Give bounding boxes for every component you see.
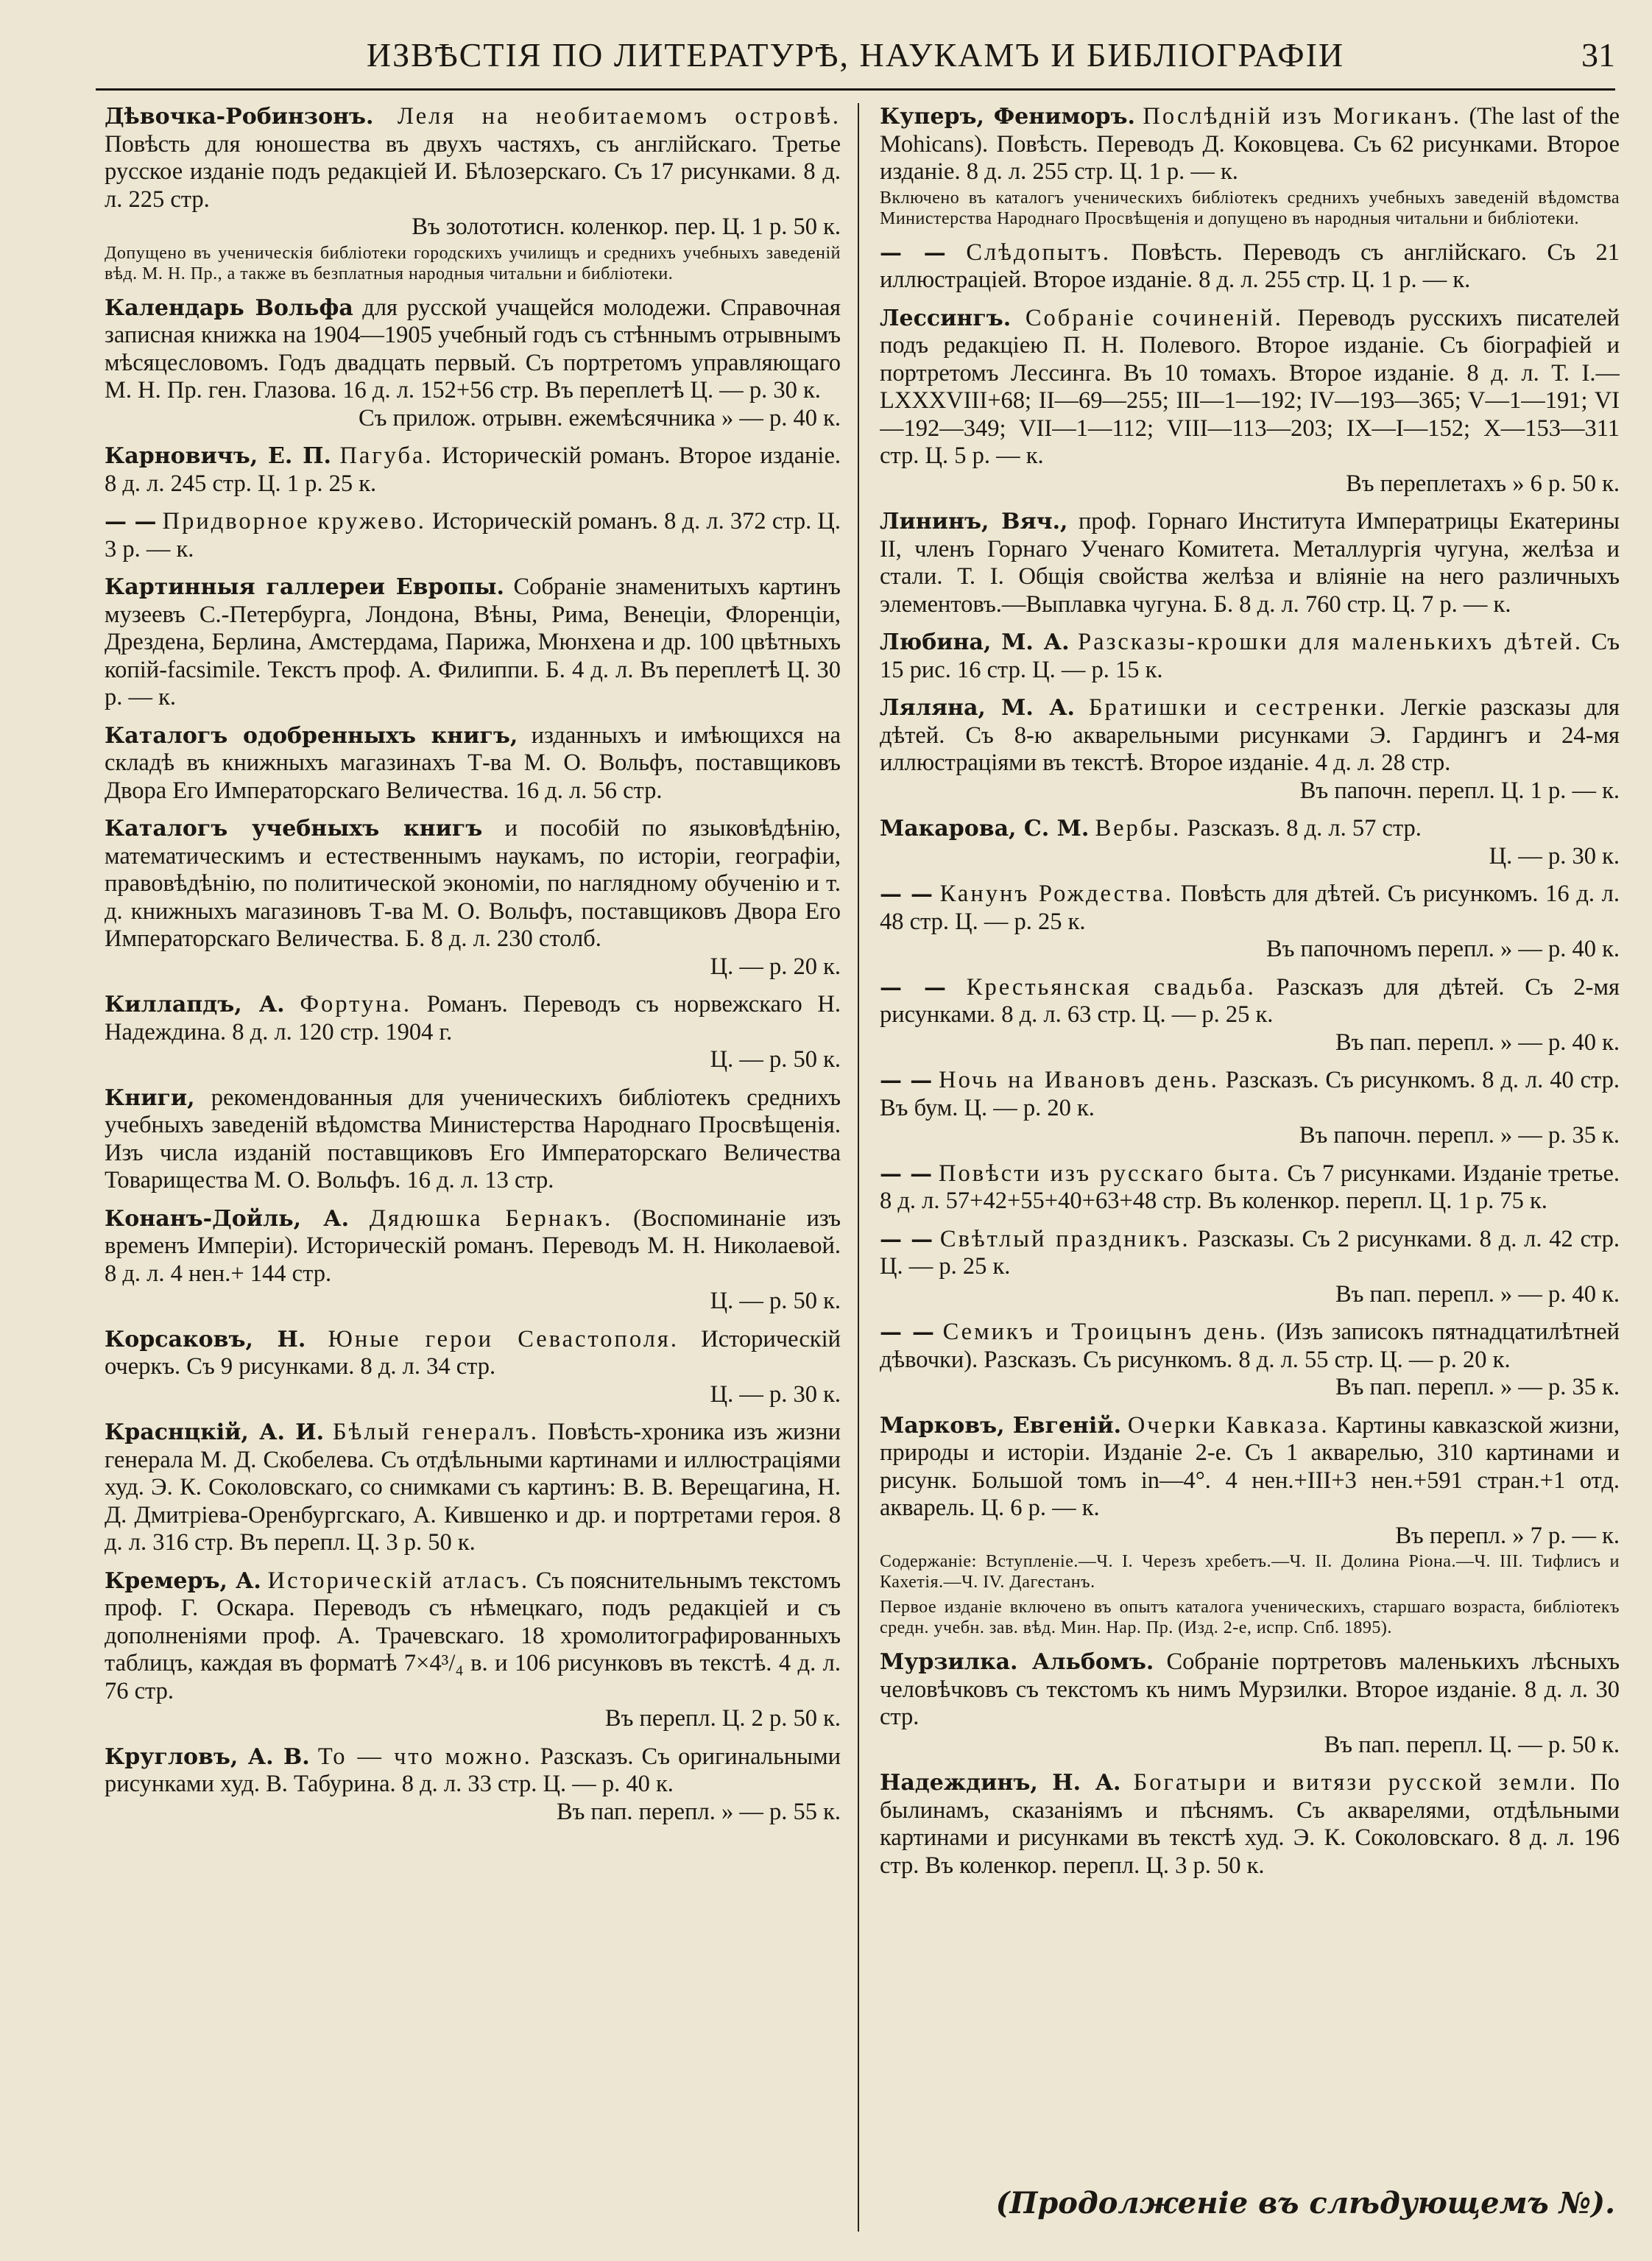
entry-title: Юные герои Севастополя. (328, 1325, 679, 1352)
entry-body: (Воспоминаніе изъ временъ Имперіи). Историческій романъ. Переводъ М. Н. Николаевой. 8 д. л. 4 нен.+ 144 стр. (105, 1204, 841, 1287)
entry-title: Повѣсти изъ русскаго быта. (939, 1160, 1281, 1187)
entry-title: Разсказы-крошки для маленькихъ дѣтей. (1078, 629, 1584, 655)
entry-author: Картинныя галлереи Европы. (105, 574, 504, 600)
entry-body: Разсказъ. Съ оригинальными рисунками худ. В. Табурина. 8 д. л. 33 стр. Ц. — р. 40 к. (105, 1743, 841, 1797)
entry-author: — — (880, 1068, 933, 1093)
catalog-entry (880, 694, 1620, 805)
catalog-entry (880, 629, 1620, 684)
catalog-entry (880, 1412, 1620, 1639)
entry-price: Въ пап. перепл. Ц. — р. 50 к. (1324, 1731, 1620, 1758)
entry-author: Календарь Вольфа (105, 294, 353, 321)
entry-body: Повѣсть-хроника изъ жизни генерала М. Д. Скобелева. Съ отдѣльными картинами и иллюстраціями худ. Э. К. Соколовскаго, со снимками съ картинъ: В. В. Верещагина, Н. Д. Дмитріева-Оренбургскаго, А. Кившенко и др. и портретами героя. 8 д. л. 316 стр. Въ перепл. Ц. 3 р. 50 к. (105, 1419, 841, 1556)
entry-title: Крестьянская свадьба. (966, 973, 1256, 1001)
entry-body: проф. Горнаго Института Императрицы Екатерины II, членъ Горнаго Ученаго Комитета. Металлургія чугуна, желѣза и стали. Т. I. Общія свойства желѣза и вліяніе на него различныхъ элементовъ.—Выплавка чугуна. Б. 8 д. л. 760 стр. Ц. 7 р. — к. (880, 508, 1620, 618)
catalog-entry (880, 1319, 1620, 1402)
catalog-entry (880, 1226, 1620, 1309)
page-header (96, 22, 1615, 91)
entry-author: — — (105, 509, 157, 535)
catalog-entry (105, 722, 841, 805)
entry-title: Семикъ и Троицынъ день. (942, 1319, 1268, 1345)
entry-title: Ночь на Ивановъ день. (939, 1067, 1219, 1093)
entry-body: Историческій романъ. Второе изданіе. 8 д. л. 245 стр. Ц. 1 р. 25 к. (105, 442, 841, 497)
entry-body: Разсказъ для дѣтей. Съ 2-мя рисунками. 8 д. л. 63 стр. Ц. — р. 25 к. (880, 973, 1620, 1028)
catalog-entry (880, 1648, 1620, 1759)
entry-author: — — (880, 974, 947, 1001)
entry-body: Переводъ русскихъ писателей подъ редакціею П. Н. Полевого. Второе изданіе. Съ біографіей и портретомъ Лессинга. Въ 10 томахъ. Второе изданіе. 8 д. л. Т. I.—LXXXVIII+68; II—69—255; III—1—192; IV—193—365; V—1—191; VI—192—349; VII—1—112; VIII—113—203; IX—I—152; X—153—311 стр. Ц. 5 р. — к. (880, 304, 1620, 469)
entry-author: Корсаковъ, Н. (105, 1326, 306, 1352)
catalog-entry (105, 442, 841, 498)
entry-price: Ц. — р. 50 к. (710, 1046, 841, 1073)
entry-title: Канунъ Рождества. (939, 881, 1173, 907)
entry-note: Содержаніе: Вступленіе.—Ч. I. Черезъ хребетъ.—Ч. II. Долина Ріона.—Ч. III. Тифлисъ и Кахетія.—Ч. IV. Дагестанъ. (880, 1552, 1620, 1592)
continued-notice: (Продолженіе въ слѣдующемъ №). (995, 2186, 1615, 2221)
entry-author: — — (880, 239, 946, 266)
catalog-entry (880, 508, 1620, 618)
entry-author: — — (880, 1319, 934, 1345)
catalog-entry (880, 239, 1620, 294)
catalog-entry (880, 305, 1620, 498)
entry-title: Вербы. (1095, 815, 1182, 842)
entry-price: Въ пап. перепл. » — р. 40 к. (1335, 1280, 1620, 1308)
entry-price: Съ прилож. отрывн. ежемѣсячника » — р. 40 к. (359, 404, 841, 431)
entry-author: Киллапдъ, А. (105, 992, 285, 1017)
entry-title: Свѣтлый праздникъ. (939, 1225, 1190, 1252)
entry-price: Въ золототисн. коленкор. пер. Ц. 1 р. 50 к. (412, 214, 841, 240)
entry-note: Допущено въ ученическія библіотеки городскихъ училищъ и среднихъ учебныхъ заведеній вѣд. М. Н. Пр., а также въ безплатныя народныя читальни и библіотеки. (105, 243, 841, 283)
entry-title: Бѣлый генералъ. (333, 1419, 539, 1445)
entry-body: (Изъ записокъ пятнадцатилѣтней дѣвочки). Разсказъ. Съ рисункомъ. 8 д. л. 55 стр. Ц. — р. 20 к. (880, 1319, 1620, 1373)
catalog-entry (105, 1419, 841, 1557)
entry-author: Краснцкій, А. И. (105, 1419, 325, 1445)
entry-body: Съ 7 рисунками. Изданіе третье. 8 д. л. 57+42+55+40+63+48 стр. Въ коленкор. перепл. Ц. 1 р. 75 к. (880, 1160, 1620, 1214)
entry-body: Повѣсть для дѣтей. Съ рисункомъ. 16 д. л. 48 стр. Ц. — р. 25 к. (880, 881, 1620, 935)
entry-body: и пособій по языковѣдѣнію, математическимъ и естественнымъ наукамъ, по исторіи, географіи, правовѣдѣнію, по политической экономіи, по наглядному обученію и т. д. книжныхъ магазиновъ Т-ва М. О. Вольфъ, поставщиковъ Двора Его Императорскаго Величества. Б. 8 д. л. 230 столб. (105, 815, 841, 952)
entry-body: Собраніе портретовъ маленькихъ лѣсныхъ человѣчковъ съ текстомъ къ нимъ Мурзилки. Второе изданіе. 8 д. л. 30 стр. (880, 1648, 1620, 1730)
entry-title: Очерки Кавказа. (1127, 1411, 1330, 1439)
entry-price: Ц. — р. 30 к. (710, 1380, 841, 1408)
catalog-entry (880, 1769, 1620, 1880)
entry-price: Ц. — р. 20 к. (710, 953, 841, 980)
catalog-entry (105, 1084, 841, 1195)
entry-author: Лессингъ. (880, 305, 1012, 331)
entry-body: Легкіе разсказы для дѣтей. Съ 8-ю акварельными рисунками Э. Гардингъ и 24-мя иллюстраціями въ текстѣ. Второе изданіе. 4 д. л. 28 стр. (880, 694, 1620, 776)
entry-author: Каталогъ учебныхъ книгъ (105, 816, 483, 842)
entry-author: Ляляна, М. А. (880, 695, 1076, 721)
page-number: 31 (1581, 36, 1615, 74)
entry-price: Въ папочномъ перепл. » — р. 40 к. (1266, 936, 1620, 962)
entry-author: Кремеръ, А. (105, 1567, 261, 1594)
entry-price: Въ перепл. » 7 р. — к. (1395, 1522, 1620, 1549)
entry-title: Слѣдопытъ. (966, 239, 1112, 266)
entry-body: Разсказъ. Съ рисункомъ. 8 д. л. 40 стр. Въ бум. Ц. — р. 20 к. (880, 1067, 1620, 1121)
entry-title: Придворное кружево. (162, 508, 426, 535)
entry-price: Въ переплетахъ » 6 р. 50 к. (1346, 470, 1620, 497)
entry-body: Съ 15 рис. 16 стр. Ц. — р. 15 к. (880, 629, 1620, 683)
entry-price: Въ пап. перепл. » — р. 40 к. (1335, 1029, 1620, 1056)
entry-title: Дядюшка Бернакъ. (369, 1204, 613, 1232)
entry-title: Фортуна. (300, 991, 412, 1017)
entry-body: Историческій романъ. 8 д. л. 372 стр. Ц. 3 р. — к. (105, 508, 841, 562)
column-divider (858, 103, 859, 2232)
entry-author: Конанъ-Дойль, А. (105, 1205, 350, 1232)
catalog-entry (105, 1205, 841, 1316)
entry-author: Карновичъ, Е. П. (105, 443, 331, 469)
catalog-entry (880, 974, 1620, 1057)
entry-author: — — (880, 1160, 933, 1187)
entry-title: То — что можно. (317, 1743, 532, 1770)
entry-author: Мурзилка. Альбомъ. (880, 1649, 1154, 1675)
entry-body: для русской учащейся молодежи. Справочная записная книжка на 1904—1905 учебный годъ съ стѣннымъ отрывнымъ мѣсяцесловомъ. Годъ двадцать первый. Съ портретомъ управляющаго М. Н. Пр. ген. Глазова. 16 д. л. 152+56 стр. Въ переплетѣ Ц. — р. 30 к. (105, 294, 841, 403)
entry-body: Повѣсть. Переводъ съ англійскаго. Съ 21 иллюстраціей. Второе изданіе. 8 д. л. 255 стр. Ц. 1 р. — к. (880, 239, 1620, 293)
catalog-entry (105, 508, 841, 563)
entry-author: Марковъ, Евгеній. (880, 1412, 1122, 1439)
catalog-entry (880, 1067, 1620, 1150)
catalog-entry (105, 815, 841, 981)
entry-title: Историческій атласъ. (267, 1567, 530, 1594)
entry-title: Пагуба. (339, 442, 434, 469)
entry-author: Кругловъ, А. В. (105, 1743, 310, 1770)
entry-price: Въ папочн. перепл. Ц. 1 р. — к. (1299, 777, 1620, 804)
entry-author: Каталогъ одобренныхъ книгъ, (105, 722, 518, 749)
entry-price: Въ папочн. перепл. » — р. 35 к. (1299, 1122, 1620, 1149)
entry-price: Въ пап. перепл. » — р. 55 к. (556, 1798, 841, 1825)
entry-author: Куперъ, Фениморъ. (880, 104, 1135, 130)
entry-author: Надеждинъ, Н. А. (880, 1770, 1121, 1796)
entry-body: Съ пояснительнымъ текстомъ проф. Г. Оскара. Переводъ съ нѣмецкаго, подъ редакціей и съ дополненіями проф. А. Трачевскаго. 18 хромолитографированныхъ таблицъ, каждая въ форматѣ 7×4³/₄ в. и 106 рисунковъ въ текстѣ. 4 д. л. 76 стр. (105, 1567, 841, 1704)
left-column (105, 103, 841, 2232)
entry-body: Повѣсть для юношества въ двухъ частяхъ, съ англійскаго. Третье русское изданіе подъ редакціей И. Бѣлозерскаго. Съ 17 рисунками. 8 д. л. 225 стр. (105, 130, 841, 213)
entry-note: Первое изданіе включено въ опытъ каталога ученическихъ, старшаго возраста, библіотекъ средн. учебн. зав. вѣд. Мин. Нар. Пр. (Изд. 2-е, испр. Спб. 1895). (880, 1598, 1620, 1637)
catalog-entry (105, 991, 841, 1074)
catalog-entry (880, 815, 1620, 870)
entry-body: изданныхъ и имѣющихся на складѣ въ книжныхъ магазинахъ Т-ва М. О. Вольфъ, поставщиковъ Двора Его Императорскаго Величества. 16 д. л. 56 стр. (105, 722, 841, 804)
entry-body: Разсказъ. 8 д. л. 57 стр. (1187, 815, 1422, 842)
entry-title: Богатыри и витязи русской земли. (1133, 1769, 1578, 1796)
entry-author: Дѣвочка-Робинзонъ. (105, 104, 374, 130)
entry-title: Послѣдній изъ Могиканъ. (1143, 103, 1462, 130)
entry-body: Картины кавказской жизни, природы и исторіи. Изданіе 2-е. Съ 1 акварелью, 310 картинами и рисунк. Большой томъ in—4°. 4 нен.+III+3 нен.+591 стран.+1 отд. акварель. Ц. 6 р. — к. (880, 1411, 1620, 1521)
catalog-entry (880, 103, 1620, 229)
catalog-entry (105, 1326, 841, 1409)
entry-body: рекомендованныя для ученическихъ библіотекъ среднихъ учебныхъ заведеній вѣдомства Министерства Народнаго Просвѣщенія. Изъ числа изданій поставщиковъ Его Императорскаго Величества Товарищества М. О. Вольфъ. 16 д. л. 13 стр. (105, 1084, 841, 1193)
right-column (880, 103, 1620, 2232)
entry-author: Книги, (105, 1084, 195, 1111)
entry-price: Ц. — р. 30 к. (1489, 842, 1620, 870)
catalog-entry (105, 294, 841, 433)
entry-price: Въ перепл. Ц. 2 р. 50 к. (604, 1705, 841, 1732)
entry-author: — — (880, 1226, 933, 1252)
catalog-entry (880, 881, 1620, 964)
catalog-entry (105, 574, 841, 712)
entry-price: Ц. — р. 50 к. (710, 1288, 841, 1314)
entry-body: По былинамъ, сказаніямъ и пѣснямъ. Съ акварелями, отдѣльными картинами и рисунками въ текстѣ худ. Э. К. Соколовскаго. 8 д. л. 196 стр. Въ коленкор. перепл. Ц. 3 р. 50 к. (880, 1769, 1620, 1879)
entry-price: Въ пап. перепл. » — р. 35 к. (1335, 1374, 1620, 1400)
catalog-entry (880, 1160, 1620, 1216)
catalog-entry (105, 1743, 841, 1827)
entry-title: Собраніе сочиненій. (1025, 304, 1283, 331)
entry-body: Историческій очеркъ. Съ 9 рисунками. 8 д. л. 34 стр. (105, 1325, 841, 1380)
entry-author: — — (880, 881, 933, 907)
entry-body: (The last of the Mohicans). Повѣсть. Переводъ Д. Коковцева. Съ 62 рисунками. Второе изданіе. 8 д. л. 255 стр. Ц. 1 р. — к. (880, 103, 1620, 185)
entry-title: Братишки и сестренки. (1089, 694, 1388, 721)
catalog-entry (105, 1567, 841, 1733)
entry-author: Любина, М. А. (880, 629, 1070, 655)
entry-author: Макарова, С. М. (880, 816, 1090, 842)
entry-body: Собраніе знаменитыхъ картинъ музеевъ С.-Петербурга, Лондона, Вѣны, Рима, Венеціи, Флоренціи, Дрездена, Берлина, Амстердама, Парижа, Мюнхена и др. 100 цвѣтныхъ копій-facsimile. Текстъ проф. А. Филиппи. Б. 4 д. л. Въ переплетѣ Ц. 30 р. — к. (105, 574, 841, 710)
entry-title: Леля на необитаемомъ островѣ. (397, 103, 841, 130)
entry-note: Включено въ каталогъ ученическихъ библіотекъ среднихъ учебныхъ заведеній вѣдомства Министерства Народнаго Просвѣщенія и допущено въ народныя читальни и библіотеки. (880, 188, 1620, 228)
entry-author: Лининъ, Вяч., (880, 509, 1068, 535)
running-title: ИЗВѢСТІЯ ПО ЛИТЕРАТУРѢ, НАУКАМЪ И БИБЛІОГРАФІИ (366, 36, 1345, 74)
entry-body: Романъ. Переводъ съ норвежскаго Н. Надеждина. 8 д. л. 120 стр. 1904 г. (105, 991, 841, 1045)
entry-body: Разсказы. Съ 2 рисунками. 8 д. л. 42 стр. Ц. — р. 25 к. (880, 1225, 1620, 1280)
catalog-entry (105, 103, 841, 284)
